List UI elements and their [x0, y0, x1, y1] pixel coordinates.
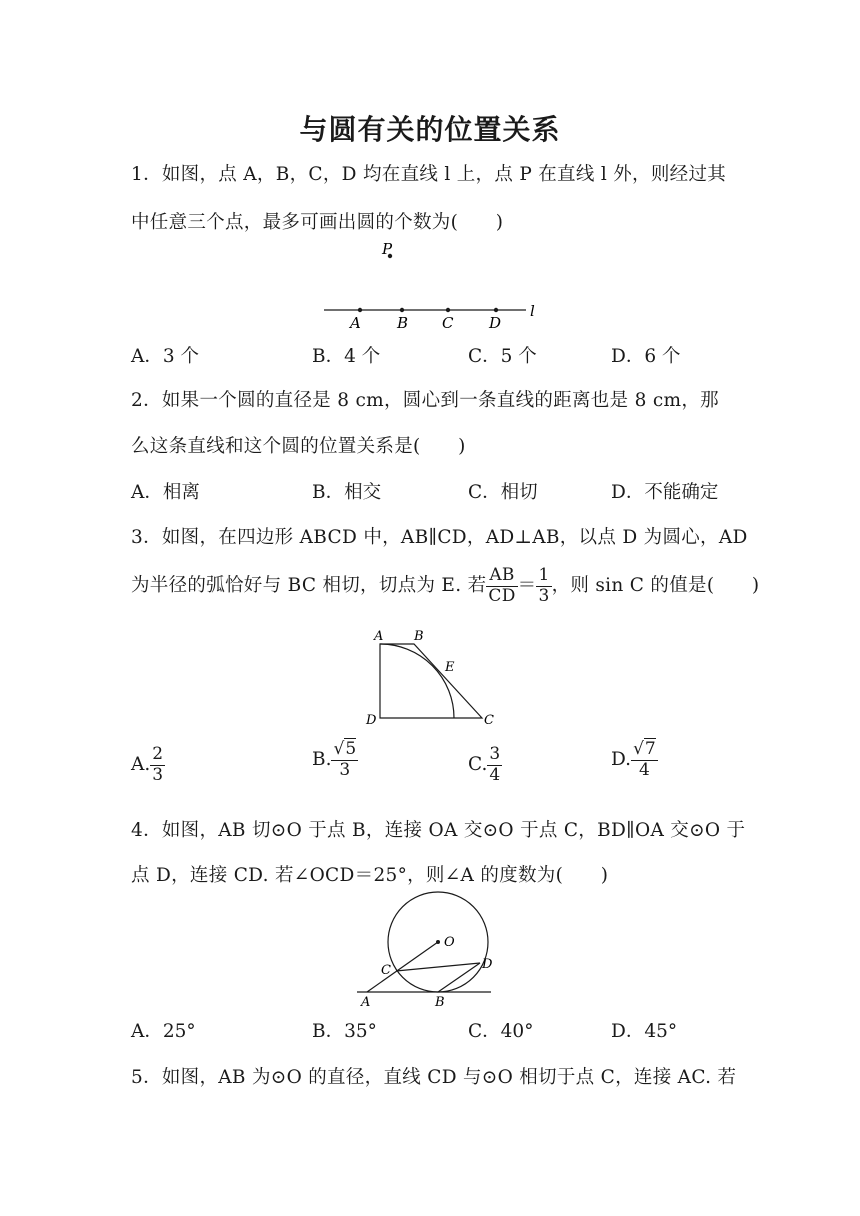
option-letter: A. [131, 754, 151, 776]
sqrt-radicand: 7 [644, 739, 656, 759]
q3-ratio-fraction [486, 566, 517, 606]
label-a: A [361, 995, 371, 1008]
label-e: E [445, 660, 455, 675]
q2-option-d[interactable]: D．不能确定 [611, 482, 719, 503]
fraction-denominator: CD [488, 585, 516, 606]
label-p: P [382, 240, 393, 258]
fraction-numerator: 2 [152, 744, 164, 764]
q1-option-d[interactable]: D．6 个 [611, 346, 681, 367]
label-a: A [374, 629, 384, 644]
sqrt-sign: √ [333, 739, 345, 759]
point-c [446, 308, 450, 312]
label-o: O [444, 935, 455, 950]
q4-option-b[interactable]: B．35° [312, 1021, 377, 1042]
segment-ao [367, 942, 438, 992]
option-fraction [631, 740, 658, 780]
q3-text-pre: 为半径的弧恰好与 BC 相切，切点为 E. 若 [131, 575, 487, 597]
q1-option-a[interactable]: A．3 个 [131, 346, 200, 367]
q3-option-b[interactable] [312, 740, 358, 780]
label-b: B [397, 314, 409, 332]
label-a: A [350, 314, 361, 332]
q4-text-line1: 4．如图，AB 切⊙O 于点 B，连接 OA 交⊙O 于点 C，BD∥OA 交⊙O 于 [131, 820, 746, 841]
q3-text-line2 [131, 566, 759, 606]
label-d: D [489, 314, 502, 332]
sqrt-sign: √ [633, 739, 644, 759]
q4-figure [355, 888, 505, 1008]
fraction-denominator: 3 [339, 759, 351, 780]
q1-text-line1: 1．如图，点 A，B，C，D 均在直线 l 上，点 P 在直线 l 外，则经过其 [131, 164, 727, 185]
q3-text-post: ，则 sin C 的值是( ) [551, 575, 760, 597]
option-letter: D. [611, 749, 632, 771]
center-o [436, 940, 440, 944]
fraction-numerator: 3 [489, 744, 501, 764]
page-title: 与圆有关的位置关系 [299, 113, 561, 146]
label-l: l [530, 302, 535, 320]
label-c: C [484, 713, 494, 728]
fraction-denominator: 3 [538, 585, 550, 606]
q5-text-line1: 5．如图，AB 为⊙O 的直径，直线 CD 与⊙O 相切于点 C，连接 AC. 若 [131, 1067, 737, 1088]
q3-option-a[interactable] [131, 745, 165, 785]
option-letter: C. [468, 754, 488, 776]
q3-value-fraction [536, 566, 551, 606]
option-fraction [150, 745, 165, 785]
option-fraction [487, 745, 502, 785]
fraction-numerator: AB [486, 566, 517, 587]
q2-text-line1: 2．如果一个圆的直径是 8 cm，圆心到一条直线的距离也是 8 cm，那 [131, 390, 719, 411]
q3-figure [360, 624, 510, 732]
q1-option-c[interactable]: C．5 个 [468, 346, 537, 367]
sqrt-radicand: 5 [345, 739, 357, 759]
quadrilateral-abcd [380, 644, 482, 718]
equals-sign: ＝ [517, 575, 537, 597]
q2-option-b[interactable]: B．相交 [312, 482, 382, 503]
q3-text-line1: 3．如图，在四边形 ABCD 中，AB∥CD，AD⊥AB，以点 D 为圆心，AD [131, 527, 748, 548]
q4-option-c[interactable]: C．40° [468, 1021, 534, 1042]
point-b [400, 308, 404, 312]
point-a [358, 308, 362, 312]
q3-option-d[interactable] [611, 740, 658, 780]
label-b: B [435, 995, 445, 1008]
q4-text-line2: 点 D，连接 CD. 若∠OCD＝25°，则∠A 的度数为( ) [131, 865, 609, 886]
fraction-numerator: 1 [538, 565, 550, 585]
option-fraction [331, 740, 358, 780]
point-d [494, 308, 498, 312]
q3-option-c[interactable] [468, 745, 502, 785]
label-d: D [366, 713, 377, 728]
q1-figure [300, 236, 560, 336]
q2-text-line2: 么这条直线和这个圆的位置关系是( ) [131, 436, 466, 457]
label-d: D [482, 957, 493, 972]
segment-cd [396, 963, 480, 971]
arc-ae [380, 644, 454, 718]
q2-option-a[interactable]: A．相离 [131, 482, 200, 503]
fraction-numerator [331, 740, 358, 761]
q1-option-b[interactable]: B．4 个 [312, 346, 381, 367]
label-b: B [414, 629, 424, 644]
q4-option-a[interactable]: A．25° [131, 1021, 196, 1042]
q1-text-line2: 中任意三个点，最多可画出圆的个数为( ) [131, 212, 504, 233]
q2-option-c[interactable]: C．相切 [468, 482, 538, 503]
label-c: C [381, 963, 391, 978]
q4-option-d[interactable]: D．45° [611, 1021, 678, 1042]
fraction-denominator: 3 [152, 764, 164, 785]
fraction-denominator: 4 [638, 759, 650, 780]
label-c: C [442, 314, 454, 332]
fraction-numerator [631, 740, 658, 761]
option-letter: B. [312, 749, 332, 771]
fraction-denominator: 4 [489, 764, 501, 785]
